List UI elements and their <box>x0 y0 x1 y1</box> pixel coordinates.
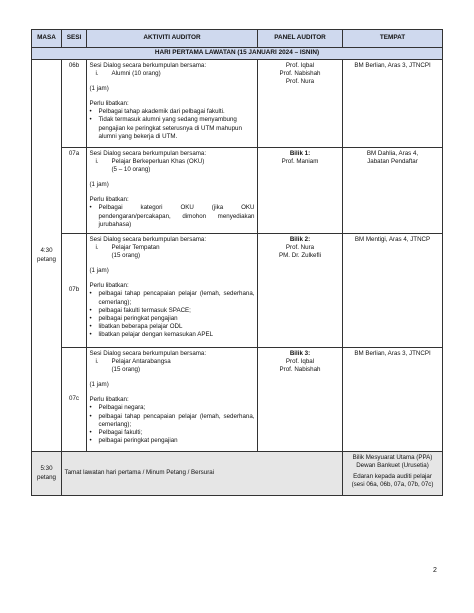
bullet-item: • Pelbagai kategori OKU (jika OKU pendengaran/percakapan, dimohon menyediakan jurubahasa) <box>89 204 255 228</box>
panel-06b <box>258 60 343 148</box>
masa-period: petang <box>37 473 56 481</box>
aktiviti-item <box>90 244 255 252</box>
bullet-item: • pelbagai peringkat pengajian <box>89 315 178 322</box>
panel-member: Prof. Nabishah <box>279 365 321 373</box>
aktiviti-title: Sesi Dialog secara berkumpulan bersama: <box>89 235 207 243</box>
panel-room-label: Bilik 2: <box>289 235 311 243</box>
panel-member: Prof. Nura <box>285 243 315 251</box>
panel-07b <box>258 234 343 348</box>
aktiviti-title: Sesi Dialog secara berkumpulan bersama: <box>89 149 207 157</box>
item-text: Alumni (10 orang) <box>111 69 161 77</box>
panel-07c <box>258 348 343 452</box>
bullet-item: • pelbagai fakulti termasuk SPACE; <box>89 306 191 314</box>
aktiviti-06b <box>87 60 258 148</box>
item-sub: (15 orang) <box>111 251 141 259</box>
bullet-item: • Tidak termasuk alumni yang sedang menyambung pengajian ke peringkat seterusnya di UTM mahupun alumni yang bekerja di UTM. <box>89 116 242 140</box>
panel-room-label: Bilik 1: <box>289 149 311 157</box>
masa-end <box>32 452 62 496</box>
item-text: Pelajar Tempatan <box>111 243 160 251</box>
bullet-item: • pelbagai tahap pencapaian pelajar (lemah, sederhana, cemerlang); <box>89 412 255 428</box>
end-activity: Tamat lawatan hari pertama / Minum Petang / Bersurai <box>62 452 343 496</box>
item-number: i. <box>95 69 99 77</box>
aktiviti-title: Sesi Dialog secara berkumpulan bersama: <box>89 61 207 69</box>
panel-member: PM. Dr. Zulkefli <box>279 251 321 259</box>
header-sesi: SESI <box>62 30 87 48</box>
tempat-line: Dewan Bankuet (Urusetia) <box>356 461 429 469</box>
panel-member: Prof. Iqbal <box>285 61 315 69</box>
bullet-item: • pelbagai peringkat pengajian <box>89 437 178 445</box>
item-number: i. <box>95 243 99 251</box>
panel-member: Prof. Iqbal <box>285 357 315 365</box>
masa-afternoon <box>32 60 62 452</box>
panel-07a <box>258 148 343 234</box>
aktiviti-item <box>90 70 255 78</box>
bullet-item: • Pelbagai fakulti; <box>89 429 143 436</box>
duration: (1 jam) <box>89 267 109 275</box>
duration: (1 jam) <box>89 84 109 92</box>
tempat-07c: BM Berlian, Aras 3, JTNCPI <box>343 348 443 452</box>
perlu-libatkan: Perlu libatkan: <box>89 396 129 404</box>
day-title: HARI PERTAMA LAWATAN (15 JANUARI 2024 – ISNIN) <box>32 48 443 60</box>
perlu-libatkan: Perlu libatkan: <box>89 100 129 108</box>
duration: (1 jam) <box>89 381 109 389</box>
sesi-07b: 07b <box>62 234 87 348</box>
header-panel: PANEL AUDITOR <box>258 30 343 48</box>
end-tempat <box>343 452 443 496</box>
aktiviti-item <box>90 358 255 366</box>
tempat-line: BM Dahlia, Aras 4, <box>366 149 419 157</box>
panel-member: Prof. Nura <box>285 77 315 85</box>
tempat-line: Bilik Mesyuarat Utama (PPA) <box>352 453 433 461</box>
item-sub: (15 orang) <box>111 365 141 373</box>
bullet-item: • pelbagai tahap pencapaian pelajar (lemah, sederhana, cemerlang); <box>89 290 255 306</box>
panel-member: Prof. Maniam <box>281 157 319 165</box>
item-number: i. <box>95 357 99 365</box>
tempat-line: Jabatan Pendaftar <box>367 157 418 165</box>
aktiviti-07a <box>87 148 258 234</box>
aktiviti-title: Sesi Dialog secara berkumpulan bersama: <box>89 349 207 357</box>
tempat-06b: BM Berlian, Aras 3, JTNCPI <box>343 60 443 148</box>
schedule-table <box>31 29 443 496</box>
bullet-item: • libatkan pelajar dengan kemasukan APEL <box>89 331 214 339</box>
masa-period: petang <box>37 255 56 263</box>
tempat-07a <box>343 148 443 234</box>
item-sub: (5 – 10 orang) <box>111 165 151 173</box>
item-text: Pelajar Berkeperluan Khas (OKU) <box>111 157 205 165</box>
item-text: Pelajar Antarabangsa <box>111 357 171 365</box>
masa-time: 4:30 <box>40 247 53 255</box>
sesi-06b: 06b <box>62 60 87 148</box>
perlu-libatkan: Perlu libatkan: <box>89 282 129 290</box>
tempat-note: (sesi 06a, 06b, 07a, 07b, 07c) <box>351 481 434 489</box>
masa-time: 5:30 <box>40 465 53 473</box>
bullet-list <box>90 204 255 229</box>
bullet-list <box>90 108 255 141</box>
sesi-07c: 07c <box>62 348 87 452</box>
bullet-item: • libatkan beberapa pelajar ODL <box>89 323 183 331</box>
panel-room-label: Bilik 3: <box>289 349 311 357</box>
header-masa: MASA <box>32 30 62 48</box>
aktiviti-07c <box>87 348 258 452</box>
bullet-list <box>90 404 255 445</box>
session-row-06b <box>32 60 443 148</box>
end-row <box>32 452 443 496</box>
tempat-note: Edaran kepada auditi pelajar <box>353 472 432 480</box>
session-row-07b <box>32 234 443 348</box>
header-aktiviti: AKTIVITI AUDITOR <box>87 30 258 48</box>
bullet-item: • Pelbagai negara; <box>89 404 146 412</box>
aktiviti-07b <box>87 234 258 348</box>
panel-member: Prof. Nabishah <box>279 69 321 77</box>
tempat-07b: BM Mentigi, Aras 4, JTNCP <box>343 234 443 348</box>
day-title-row <box>32 48 443 60</box>
bullet-item: • Pelbagai tahap akademik dari pelbagai fakulti. <box>89 108 225 116</box>
item-number: i. <box>95 157 99 165</box>
session-row-07c <box>32 348 443 452</box>
session-row-07a <box>32 148 443 234</box>
duration: (1 jam) <box>89 181 109 189</box>
sesi-07a: 07a <box>62 148 87 234</box>
header-tempat: TEMPAT <box>343 30 443 48</box>
header-row <box>32 30 443 48</box>
perlu-libatkan: Perlu libatkan: <box>89 196 129 204</box>
page-number: 2 <box>433 567 437 574</box>
aktiviti-item <box>90 158 255 166</box>
bullet-list <box>90 290 255 339</box>
